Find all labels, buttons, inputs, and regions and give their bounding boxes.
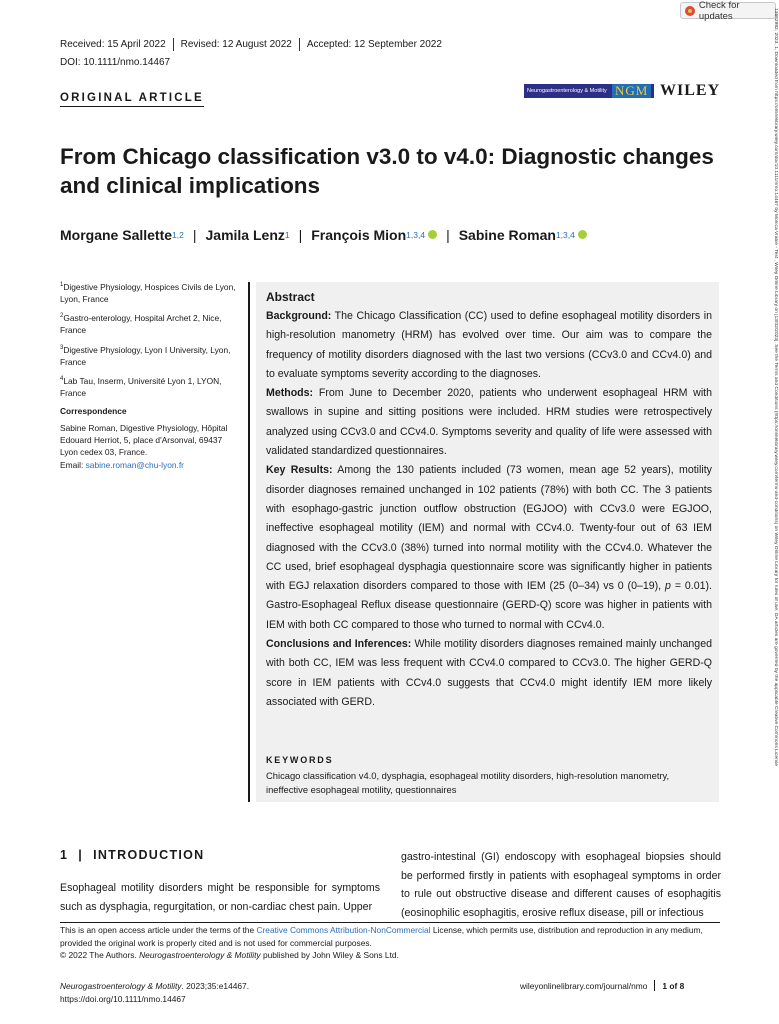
article-dates	[60, 38, 442, 51]
orcid-icon[interactable]	[578, 230, 587, 239]
license-divider	[60, 922, 720, 923]
license-text: This is an open access article under the terms of the Creative Commons Attribution-NonCommercial License, which permits use, distribution and reproduction in any medium, provided the original work is properly cited and is not used for commercial purposes.	[60, 925, 703, 948]
divider	[299, 38, 300, 51]
orcid-icon[interactable]	[428, 230, 437, 239]
affiliation: $^3$Digestive Physiology, Lyon I University, Lyon, France	[60, 344, 231, 367]
correspondence-heading: Correspondence	[60, 405, 127, 416]
doi-line: DOI: 10.1111/nmo.14467	[60, 57, 171, 68]
intro-column-1: Esophageal motility disorders might be responsible for symptoms such as dysphagia, regurgitation, or non-cardiac chest pain. Upper	[60, 882, 380, 913]
affiliation: $^1$Digestive Physiology, Hospices Civils de Lyon, Lyon, France	[60, 281, 236, 305]
footer-doi-link[interactable]: https://doi.org/10.1111/nmo.14467	[60, 993, 186, 1004]
download-notice	[770, 8, 778, 1013]
abstract-background: Background: The Chicago Classification (CC) used to define esophageal motility disorders in high-resolution manometry (HRM) has evolved over time. Our aim was to compare the frequency of motility disorders diagnosed with the last two versions (CCv3.0 and CCv4.0) and to evaluate symptoms severity according to the diagnoses.	[266, 310, 712, 380]
correspondence-body: Sabine Roman, Digestive Physiology, Hôpital Edouard Herriot, 5, place d'Arsonval, 69437 Lyon cedex 03, France. Email: sabine.roman@chu-lyon.fr	[60, 422, 228, 470]
download-notice-text: 13652982, 2023, 1, Downloaded from https://onlinelibrary.wiley.com/doi/10.1111/nmo.14467 by Monica Vrabie - Test , Wiley Online Library on [13/02/2023]. See the Terms and Conditions (https://onlinelibrary.wiley.com/terms-and-conditions) on Wiley Online Library for rules of use; OA articles are governed by the applicable Creative Commons License	[773, 8, 778, 766]
journal-site-link[interactable]: wileyonlinelibrary.com/journal/nmo	[520, 980, 648, 991]
section-number: 1	[60, 848, 69, 862]
keywords: Chicago classification v4.0, dysphagia, esophageal motility disorders, high-resolution manometry, ineffective esophageal motility, questionnaires	[266, 770, 670, 795]
abstract-heading: Abstract	[266, 290, 315, 304]
author-affiliation-ref[interactable]: 1,3,4	[555, 230, 575, 240]
author-list	[60, 227, 587, 243]
affiliation: $^2$Gastro-enterology, Hospital Archet 2, Nice, France	[60, 313, 222, 336]
author-name: François Mion	[311, 227, 407, 243]
author-affiliation-ref[interactable]: 1,3,4	[406, 230, 426, 240]
check-for-updates-label: Check for updates	[698, 0, 740, 22]
footer-journal: Neurogastroenterology & Motility	[60, 981, 182, 991]
divider: |	[78, 848, 84, 862]
author-affiliation-ref[interactable]: 1	[284, 230, 290, 240]
section-heading-introduction	[60, 848, 205, 862]
crossmark-icon	[685, 6, 695, 16]
journal-logo-abbr: NGM	[612, 84, 651, 98]
correspondence-email-link[interactable]: sabine.roman@chu-lyon.fr	[85, 459, 184, 470]
author-name: Morgane Sallette	[60, 227, 173, 243]
divider: |	[298, 227, 303, 243]
author-name: Sabine Roman	[458, 227, 556, 243]
copyright-text: © 2022 The Authors. Neurogastroenterology & Motility published by John Wiley & Sons Ltd.	[60, 950, 399, 960]
publisher-logo: WILEY	[660, 82, 721, 99]
divider	[654, 980, 655, 991]
affiliation: $^4$Lab Tau, Inserm, Université Lyon 1, LYON, France	[60, 375, 222, 399]
divider: |	[192, 227, 197, 243]
divider: |	[446, 227, 450, 243]
revised-date: Revised: 12 August 2022	[180, 39, 292, 50]
author-affiliation-ref[interactable]: 1,2	[172, 230, 184, 240]
journal-logo-text: Neurogastroenterology & Motility	[527, 88, 607, 94]
footer-citation: Neurogastroenterology & Motility. 2023;35:e14467. https://doi.org/10.1111/nmo.14467	[60, 981, 250, 1004]
article-type: ORIGINAL ARTICLE	[60, 92, 204, 107]
abstract-conclusions: Conclusions and Inferences: While motility disorders diagnoses remained mainly unchanged with both CC, IEM was less frequent with CCv4.0 compared to CCv3.0. The higher GERD-Q score in IEM patients with CCv4.0 suggests that CCv4.0 might identify IEM more likely associated with GERD.	[266, 638, 712, 708]
article-title: From Chicago classification v3.0 to v4.0: Diagnostic changes and clinical implications	[60, 144, 714, 198]
journal-logo	[524, 84, 654, 98]
keywords-heading: KEYWORDS	[266, 755, 334, 765]
section-title: INTRODUCTION	[93, 848, 205, 862]
license-notice	[60, 924, 720, 962]
abstract	[266, 288, 712, 712]
abstract-results: Key Results: Among the 130 patients included (73 women, mean age 52 years), motility disorder diagnoses remained unchanged in 102 patients (78%) with both CC. The 3 patients with esophago-gastric junction outflow obstruction (EGJOO) with CCv3.0 were EGJOO, ineffective esophageal motility (IEM) and normal with CCv4.0. Twenty-four out of 63 IEM diagnosed with the CCv3.0 (38%) turned into normal motility with the CCv4.0. Whatever the CC used, brief esophageal dysphagia questionnaire score was significantly higher in patients with EGJ relaxation disorders compared to those with IEM (25 (0–34) vs 0 (0–19), p = 0.01). Gastro-Esophageal Reflux disease questionnaire (GERD-Q) score was higher in patients with IEM with both CC compared to those who turned to normal with CCv4.0.	[266, 464, 712, 631]
affiliations	[60, 279, 240, 476]
abstract-methods: Methods: From June to December 2020, patients who underwent esophageal HRM with swallows in supine and sitting positions were included. HRM studies were retrospectively analyzed using CCv3.0 and CCv4.0. Symptoms severity and quality of life were assessed with validated standardized questionnaires.	[266, 387, 713, 458]
check-for-updates-button[interactable]	[680, 0, 776, 22]
footer-right	[520, 980, 684, 991]
page-number: 1 of 8	[662, 980, 685, 991]
divider	[173, 38, 174, 51]
received-date: Received: 15 April 2022	[60, 39, 166, 50]
author-name: Jamila Lenz	[205, 227, 285, 243]
abstract-rule	[248, 282, 250, 802]
accepted-date: Accepted: 12 September 2022	[306, 39, 442, 50]
intro-column-2: gastro-intestinal (GI) endoscopy with esophageal biopsies should be performed firstly in patients with esophageal symptoms in order to rule out obstructive disease and different causes of esophagitis (eosinophilic esophagitis, erosive reflux disease, pill or infectious	[401, 851, 721, 919]
creative-commons-link[interactable]: Creative Commons Attribution-NonCommercial	[256, 925, 431, 935]
